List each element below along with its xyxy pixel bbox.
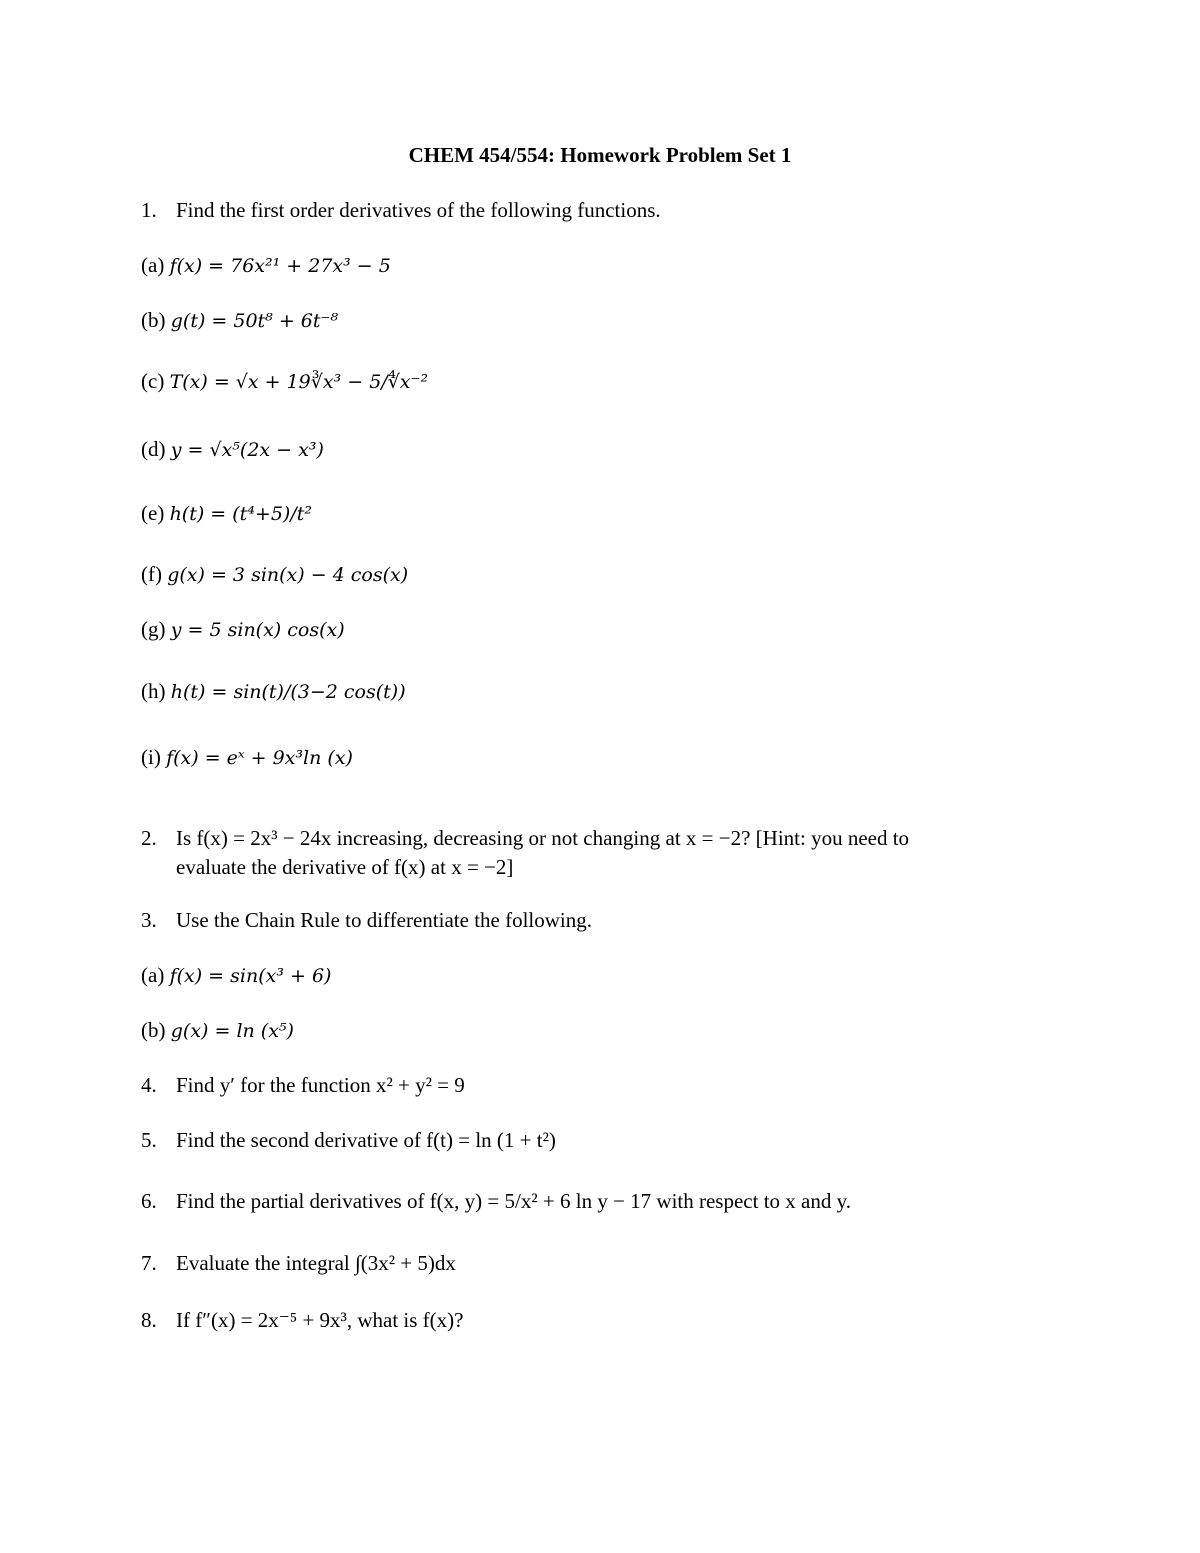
problem-8 xyxy=(141,1306,463,1334)
problem-1i xyxy=(141,743,353,772)
problem-number: 3. xyxy=(141,908,157,932)
problem-1g xyxy=(141,615,345,644)
problem-text: Find the second derivative of f(t) = ln (1 + t²) xyxy=(176,1128,556,1152)
problem-1 xyxy=(141,196,661,224)
problem-number: 6. xyxy=(141,1189,157,1213)
part-label: (f) xyxy=(141,562,162,586)
part-label: (i) xyxy=(141,745,161,769)
problem-text: Find the first order derivatives of the following functions. xyxy=(176,198,661,222)
part-label: (g) xyxy=(141,617,166,641)
problem-number: 4. xyxy=(141,1073,157,1097)
problem-1f xyxy=(141,560,408,589)
math-expression: h(t) = (t⁴+5)/t² xyxy=(169,503,312,525)
problem-2 xyxy=(141,824,909,852)
problem-text: Find y′ for the function x² + y² = 9 xyxy=(176,1073,465,1097)
problem-number: 2. xyxy=(141,826,157,850)
problem-number: 1. xyxy=(141,198,157,222)
math-expression: T(x) = √x + 19∛x³ − 5/∜x⁻² xyxy=(169,371,429,393)
math-expression: g(t) = 50t⁸ + 6t⁻⁸ xyxy=(170,310,339,332)
problem-7 xyxy=(141,1249,456,1277)
problem-text: Find the partial derivatives of f(x, y) = 5/x² + 6 ln y − 17 with respect to x and y. xyxy=(176,1189,851,1213)
problem-5 xyxy=(141,1126,556,1154)
part-label: (b) xyxy=(141,1018,166,1042)
problem-2-continued: evaluate the derivative of f(x) at x = −2] xyxy=(176,855,514,879)
part-label: (h) xyxy=(141,679,166,703)
problem-text: Use the Chain Rule to differentiate the following. xyxy=(176,908,593,932)
problem-number: 5. xyxy=(141,1128,157,1152)
part-label: (a) xyxy=(141,963,165,987)
problem-text: If f″(x) = 2x⁻⁵ + 9x³, what is f(x)? xyxy=(176,1308,464,1332)
part-label: (c) xyxy=(141,369,165,393)
problem-1a xyxy=(141,251,391,280)
math-expression: y = √x⁵(2x − x³) xyxy=(170,439,324,461)
problem-3b xyxy=(141,1016,294,1045)
math-expression: g(x) = ln (x⁵) xyxy=(170,1020,294,1042)
problem-text: Evaluate the integral ∫(3x² + 5)dx xyxy=(176,1251,456,1275)
problem-1d xyxy=(141,435,324,464)
part-label: (b) xyxy=(141,308,166,332)
math-expression: f(x) = 76x²¹ + 27x³ − 5 xyxy=(169,255,391,277)
problem-text: Is f(x) = 2x³ − 24x increasing, decreasing or not changing at x = −2? [Hint: you need to xyxy=(176,826,910,850)
problem-number: 7. xyxy=(141,1251,157,1275)
problem-1b xyxy=(141,306,338,335)
math-expression: h(t) = sin(t)/(3−2 cos(t)) xyxy=(170,681,406,703)
math-expression: f(x) = eˣ + 9x³ln (x) xyxy=(166,747,353,769)
problem-1h xyxy=(141,677,406,706)
problem-6 xyxy=(141,1187,851,1215)
problem-1e xyxy=(141,499,312,528)
problem-number: 8. xyxy=(141,1308,157,1332)
page-title: CHEM 454/554: Homework Problem Set 1 xyxy=(408,143,792,167)
problem-3 xyxy=(141,906,592,934)
problem-1c xyxy=(141,367,428,396)
part-label: (d) xyxy=(141,437,166,461)
math-expression: y = 5 sin(x) cos(x) xyxy=(170,619,345,641)
problem-3a xyxy=(141,961,331,990)
math-expression: f(x) = sin(x³ + 6) xyxy=(169,965,332,987)
problem-4 xyxy=(141,1071,465,1099)
math-expression: g(x) = 3 sin(x) − 4 cos(x) xyxy=(167,564,409,586)
part-label: (a) xyxy=(141,253,165,277)
part-label: (e) xyxy=(141,501,165,525)
